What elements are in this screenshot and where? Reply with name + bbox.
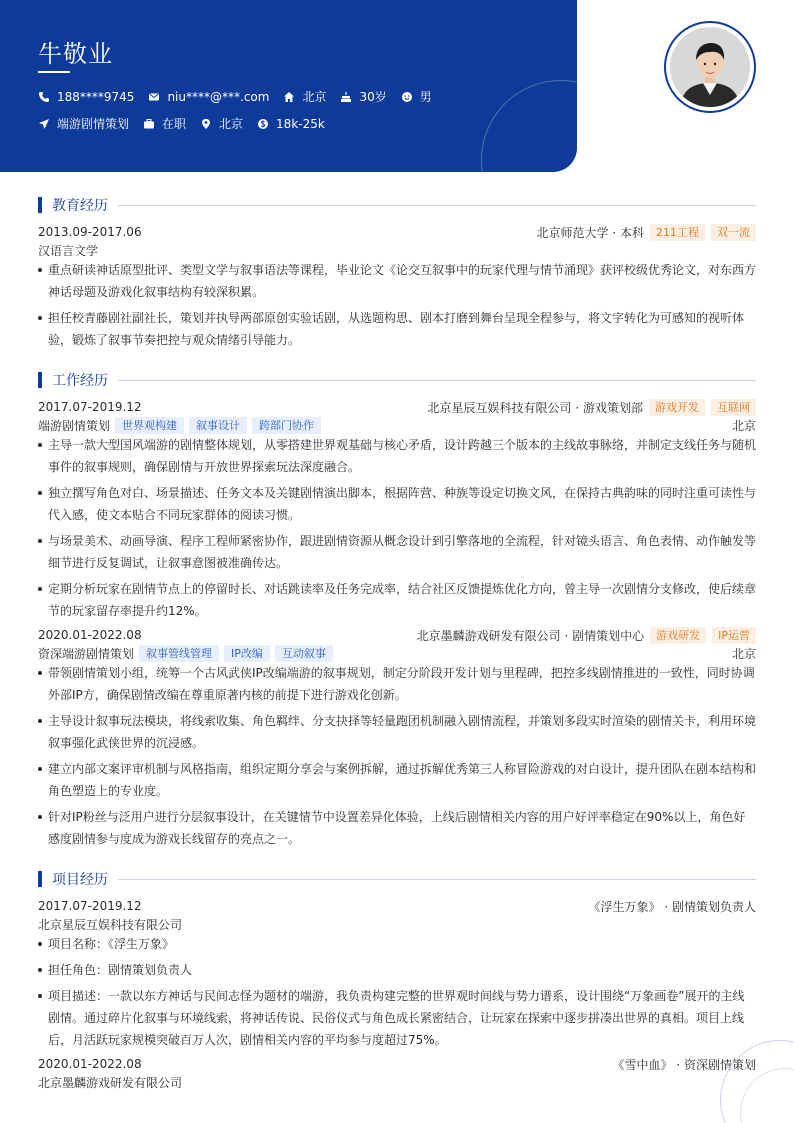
section-marker xyxy=(38,871,42,887)
location-text: 北京 xyxy=(302,90,327,104)
job-company: 北京星辰互娱科技有限公司 · 游戏策划部 xyxy=(427,400,643,415)
section-marker xyxy=(38,197,42,213)
skill-tag: 叙事设计 xyxy=(189,417,247,434)
project-header xyxy=(38,1055,756,1073)
skill-tag: 世界观构建 xyxy=(115,417,184,434)
skill-tag: 互动叙事 xyxy=(275,645,333,662)
gender-text: 男 xyxy=(419,90,432,104)
decorative-ring xyxy=(481,80,577,172)
job-role: 资深端游剧情策划 xyxy=(38,646,135,661)
candidate-name: 牛敬业 xyxy=(38,40,113,68)
job-bullet: 与场景美术、动画导演、程序工程师紧密协作，跟进剧情资源从概念设计到引擎落地的全流程，针对镜头语言、角色表情、动作触发等细节进行反复调试，让叙事意图被准确传达。 xyxy=(38,530,756,574)
job-role-row xyxy=(38,416,756,434)
avatar xyxy=(664,21,756,113)
intent-row xyxy=(38,115,339,132)
project-name-role: 《雪中血》 · 资深剧情策划 xyxy=(612,1057,756,1072)
project-company: 北京墨麟游戏研发有限公司 xyxy=(38,1075,183,1090)
briefcase-icon xyxy=(143,118,155,130)
status-text: 在职 xyxy=(162,117,187,131)
location-item xyxy=(283,88,326,105)
avatar-photo xyxy=(670,27,750,107)
age-text: 30岁 xyxy=(359,90,387,104)
target-city-text: 北京 xyxy=(219,117,244,131)
company-tag: IP运营 xyxy=(712,627,756,644)
education-major-row xyxy=(38,241,756,259)
job-city: 北京 xyxy=(731,418,756,433)
job-period: 2020.01-2022.08 xyxy=(38,628,142,642)
skill-tag: IP改编 xyxy=(224,645,270,662)
project-company-row xyxy=(38,1073,756,1091)
project-name-role: 《浮生万象》 · 剧情策划负责人 xyxy=(588,899,756,914)
section-divider xyxy=(118,380,756,381)
status-item xyxy=(143,115,186,132)
skill-tag: 跨部门协作 xyxy=(252,417,321,434)
job-bullet: 建立内部文案评审机制与风格指南，组织定期分享会与案例拆解，通过拆解优秀第三人称冒险游戏的对白设计，提升团队在剧本结构和角色塑造上的专业度。 xyxy=(38,758,756,802)
home-icon xyxy=(283,91,295,103)
project-company-row xyxy=(38,915,756,933)
coin-icon xyxy=(257,118,269,130)
project-bullet: 担任角色：剧情策划负责人 xyxy=(38,959,756,981)
section-divider xyxy=(118,205,756,206)
education-header xyxy=(38,223,756,241)
send-icon xyxy=(38,118,50,130)
project-period: 2020.01-2022.08 xyxy=(38,1057,142,1071)
section-title-projects: 项目经历 xyxy=(52,872,108,888)
job-bullet: 带领剧情策划小组，统筹一个古风武侠IP改编端游的叙事规划，制定分阶段开发计划与里程碑，把控多线剧情推进的一致性，同时协调外部IP方，确保剧情改编在尊重原著内核的前提下进行游戏化创新。 xyxy=(38,662,756,706)
education-major: 汉语言文学 xyxy=(38,243,99,258)
company-tag: 游戏开发 xyxy=(649,399,705,416)
company-tag: 游戏研发 xyxy=(650,627,706,644)
target-job-text: 端游剧情策划 xyxy=(57,117,130,131)
contact-row xyxy=(38,88,446,105)
section-title-education: 教育经历 xyxy=(52,198,108,214)
company-tag: 互联网 xyxy=(711,399,756,416)
phone-text: 188****9745 xyxy=(57,89,135,104)
skill-tag: 叙事管线管理 xyxy=(139,645,219,662)
section-work xyxy=(38,371,756,389)
education-bullet: 担任校青藤剧社副社长，策划并执导两部原创实验话剧，从选题构思、剧本打磨到舞台呈现全程参与，将文字转化为可感知的视听体验，锻炼了叙事节奏把控与观众情绪引导能力。 xyxy=(38,307,756,351)
job-bullet: 主导设计叙事玩法模块，将线索收集、角色羁绊、分支抉择等轻量跑团机制融入剧情流程，并策划多段实时渲染的剧情关卡，利用环境叙事强化武侠世界的沉浸感。 xyxy=(38,710,756,754)
job-company: 北京墨麟游戏研发有限公司 · 剧情策划中心 xyxy=(416,628,645,643)
job-city: 北京 xyxy=(731,646,756,661)
education-school: 北京师范大学 · 本科 xyxy=(536,225,644,240)
phone-item xyxy=(38,90,134,104)
job-bullet: 独立撰写角色对白、场景描述、任务文本及关键剧情演出脚本，根据阵营、种族等设定切换文风，在保持古典韵味的同时注重可读性与代入感，使文本贴合不同玩家群体的阅读习惯。 xyxy=(38,482,756,526)
target-city-item xyxy=(200,115,243,132)
phone-icon xyxy=(38,91,50,103)
location-pin-icon xyxy=(200,118,212,130)
education-tag: 双一流 xyxy=(711,224,756,241)
project-header xyxy=(38,897,756,915)
education-period: 2013.09-2017.06 xyxy=(38,225,142,239)
education-tag: 211工程 xyxy=(650,224,705,241)
section-title-work: 工作经历 xyxy=(52,373,108,389)
smile-icon xyxy=(401,91,413,103)
age-item xyxy=(340,88,386,105)
salary-item xyxy=(257,117,325,131)
job-bullet: 主导一款大型国风端游的剧情整体规划，从零搭建世界观基础与核心矛盾，设计跨越三个版本的主线故事脉络，并制定支线任务与随机事件的叙事规则，确保剧情与开放世界探索玩法深度融合。 xyxy=(38,434,756,478)
email-text: niu****@***.com xyxy=(167,89,270,104)
job-role: 端游剧情策划 xyxy=(38,418,111,433)
project-company: 北京星辰互娱科技有限公司 xyxy=(38,917,183,932)
mail-icon xyxy=(148,91,160,103)
section-education xyxy=(38,196,756,214)
target-job-item xyxy=(38,115,129,132)
project-bullet: 项目名称：《浮生万象》 xyxy=(38,933,756,955)
project-bullet: 项目描述：一款以东方神话与民间志怪为题材的端游，我负责构建完整的世界观时间线与势力谱系，设计围绕“万象画卷”展开的主线剧情。通过碎片化叙事与环境线索，将神话传说、民俗仪式与角色成长紧密结合，让玩家在探索中逐步拼凑出世界的真相。项目上线后，月活跃玩家规模突破百万人次，剧情相关内容的平均参与度超过75%。 xyxy=(38,985,756,1051)
cake-icon xyxy=(340,91,352,103)
header-banner xyxy=(0,0,577,172)
section-projects xyxy=(38,870,756,888)
name-underline xyxy=(38,71,70,73)
job-role-row xyxy=(38,644,756,662)
job-bullet: 针对IP粉丝与泛用户进行分层叙事设计，在关键情节中设置差异化体验，上线后剧情相关内容的用户好评率稳定在90%以上，角色好感度剧情参与度成为游戏长线留存的亮点之一。 xyxy=(38,806,756,850)
job-header xyxy=(38,626,756,644)
salary-text: 18k-25k xyxy=(276,116,325,131)
section-divider xyxy=(118,879,756,880)
job-period: 2017.07-2019.12 xyxy=(38,400,142,414)
email-item xyxy=(148,90,269,104)
job-header xyxy=(38,398,756,416)
gender-item xyxy=(401,88,432,105)
section-marker xyxy=(38,372,42,388)
education-bullet: 重点研读神话原型批评、类型文学与叙事语法等课程，毕业论文《论交互叙事中的玩家代理与情节涌现》获评校级优秀论文，对东西方神话母题及游戏化叙事结构有较深积累。 xyxy=(38,259,756,303)
job-bullet: 定期分析玩家在剧情节点上的停留时长、对话跳读率及任务完成率，结合社区反馈提炼优化方向，曾主导一次剧情分支修改，使后续章节的玩家留存率提升约12%。 xyxy=(38,578,756,622)
project-period: 2017.07-2019.12 xyxy=(38,899,142,913)
